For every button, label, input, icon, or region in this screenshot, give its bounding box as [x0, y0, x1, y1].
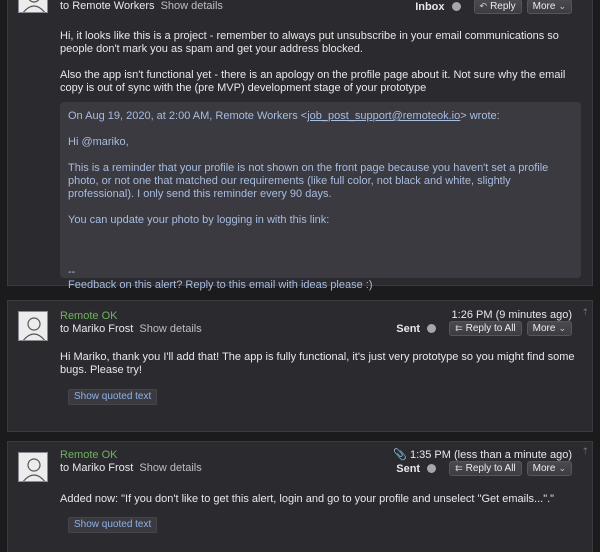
recipient-text: to Mariko Frost — [60, 323, 134, 335]
body-paragraph: Also the app isn't functional yet - there is an apology on the profile page about it. Not sure why the email copy is out of sync with the (pre MVP) development stage of your prototype — [60, 69, 566, 94]
reply-all-button[interactable] — [449, 461, 522, 476]
recipient-text: to Mariko Frost — [60, 462, 134, 474]
show-details-link[interactable]: Show details — [160, 0, 223, 12]
message-timestamp-row — [393, 448, 572, 461]
status-dot-icon — [427, 464, 436, 473]
quote-header: On Aug 19, 2020, at 2:00 AM, Remote Workers <job_post_support@remoteok.io> wrote: — [68, 110, 500, 122]
status-label: Sent — [396, 322, 421, 335]
message-timestamp: 1:35 PM (less than a minute ago) — [409, 449, 572, 461]
quote-paragraph: You can update your photo by logging in with this link: — [68, 214, 330, 226]
reply-all-arrow-icon: ⇇ — [455, 463, 463, 473]
body-paragraph: Hi, it looks like this is a project - remember to always put unsubscribe in your email communications so people don't mark you as spam and get your address blocked. — [60, 30, 559, 55]
status-dot-icon — [452, 2, 461, 11]
reply-all-arrow-icon: ⇇ — [455, 323, 463, 333]
reply-all-button-label: Reply to All — [465, 463, 516, 474]
show-quoted-text-button[interactable]: Show quoted text — [68, 517, 157, 533]
status-dot-icon — [427, 324, 436, 333]
quote-greeting: Hi @mariko, — [68, 136, 129, 148]
collapse-arrow-icon[interactable]: ⇡ — [581, 446, 589, 456]
quote-email-link[interactable]: job_post_support@remoteok.io — [307, 110, 461, 122]
more-button[interactable] — [527, 0, 572, 14]
message-body: Hi Mariko, thank you I'll add that! The app is fully functional, it's just very prototype so you might find some bugs. Please try! — [60, 351, 575, 376]
recipient-text: to Remote Workers — [60, 0, 155, 12]
reply-button-label: Reply — [490, 1, 516, 12]
message-recipient — [60, 323, 202, 335]
default-avatar-icon — [18, 452, 48, 482]
quote-paragraph: This is a reminder that your profile is not shown on the front page because you haven't set a profile photo, or not one that matched our requirements (like full color, not black and white, slightly professional). I only send this reminder every 90 days. — [68, 162, 549, 200]
default-avatar-icon — [18, 0, 48, 13]
quoted-message — [60, 102, 581, 291]
status-label: Inbox — [415, 0, 445, 13]
message-card — [7, 441, 593, 552]
message-recipient — [60, 462, 202, 474]
message-body — [60, 30, 580, 95]
show-details-link[interactable]: Show details — [139, 462, 202, 474]
more-button[interactable] — [527, 321, 572, 336]
chevron-down-icon: ⌄ — [558, 323, 566, 333]
message-card — [7, 0, 593, 291]
more-button[interactable] — [527, 461, 572, 476]
status-label: Sent — [396, 462, 421, 475]
sender-name[interactable]: Remote OK — [60, 449, 118, 461]
reply-all-button-label: Reply to All — [465, 323, 516, 334]
paperclip-icon[interactable]: 📎 — [393, 449, 407, 461]
more-button-label: More — [532, 323, 556, 334]
quote-signature: Feedback on this alert? Reply to this email with ideas please :) — [68, 279, 373, 291]
message-recipient — [60, 0, 223, 12]
more-button-label: More — [532, 463, 556, 474]
sender-name[interactable]: Remote OK — [60, 310, 118, 322]
show-details-link[interactable]: Show details — [139, 323, 202, 335]
message-actions — [396, 321, 572, 336]
chevron-down-icon: ⌄ — [558, 463, 566, 473]
default-avatar-icon — [18, 311, 48, 341]
chevron-down-icon: ⌄ — [558, 1, 566, 11]
message-timestamp: 1:26 PM (9 minutes ago) — [451, 309, 572, 321]
show-quoted-text-button[interactable]: Show quoted text — [68, 389, 157, 405]
more-button-label: More — [532, 1, 556, 12]
message-card — [7, 300, 593, 432]
reply-all-button[interactable] — [449, 321, 522, 336]
message-actions — [396, 461, 572, 476]
reply-arrow-icon: ↶ — [479, 1, 488, 11]
reply-button[interactable] — [474, 0, 522, 14]
message-actions — [415, 0, 572, 14]
quote-signature-dash: -- — [68, 266, 76, 278]
collapse-arrow-icon[interactable]: ⇡ — [581, 307, 589, 317]
message-body: Added now: "If you don't like to get this alert, login and go to your profile and unselect "Get emails..."." — [60, 493, 555, 505]
